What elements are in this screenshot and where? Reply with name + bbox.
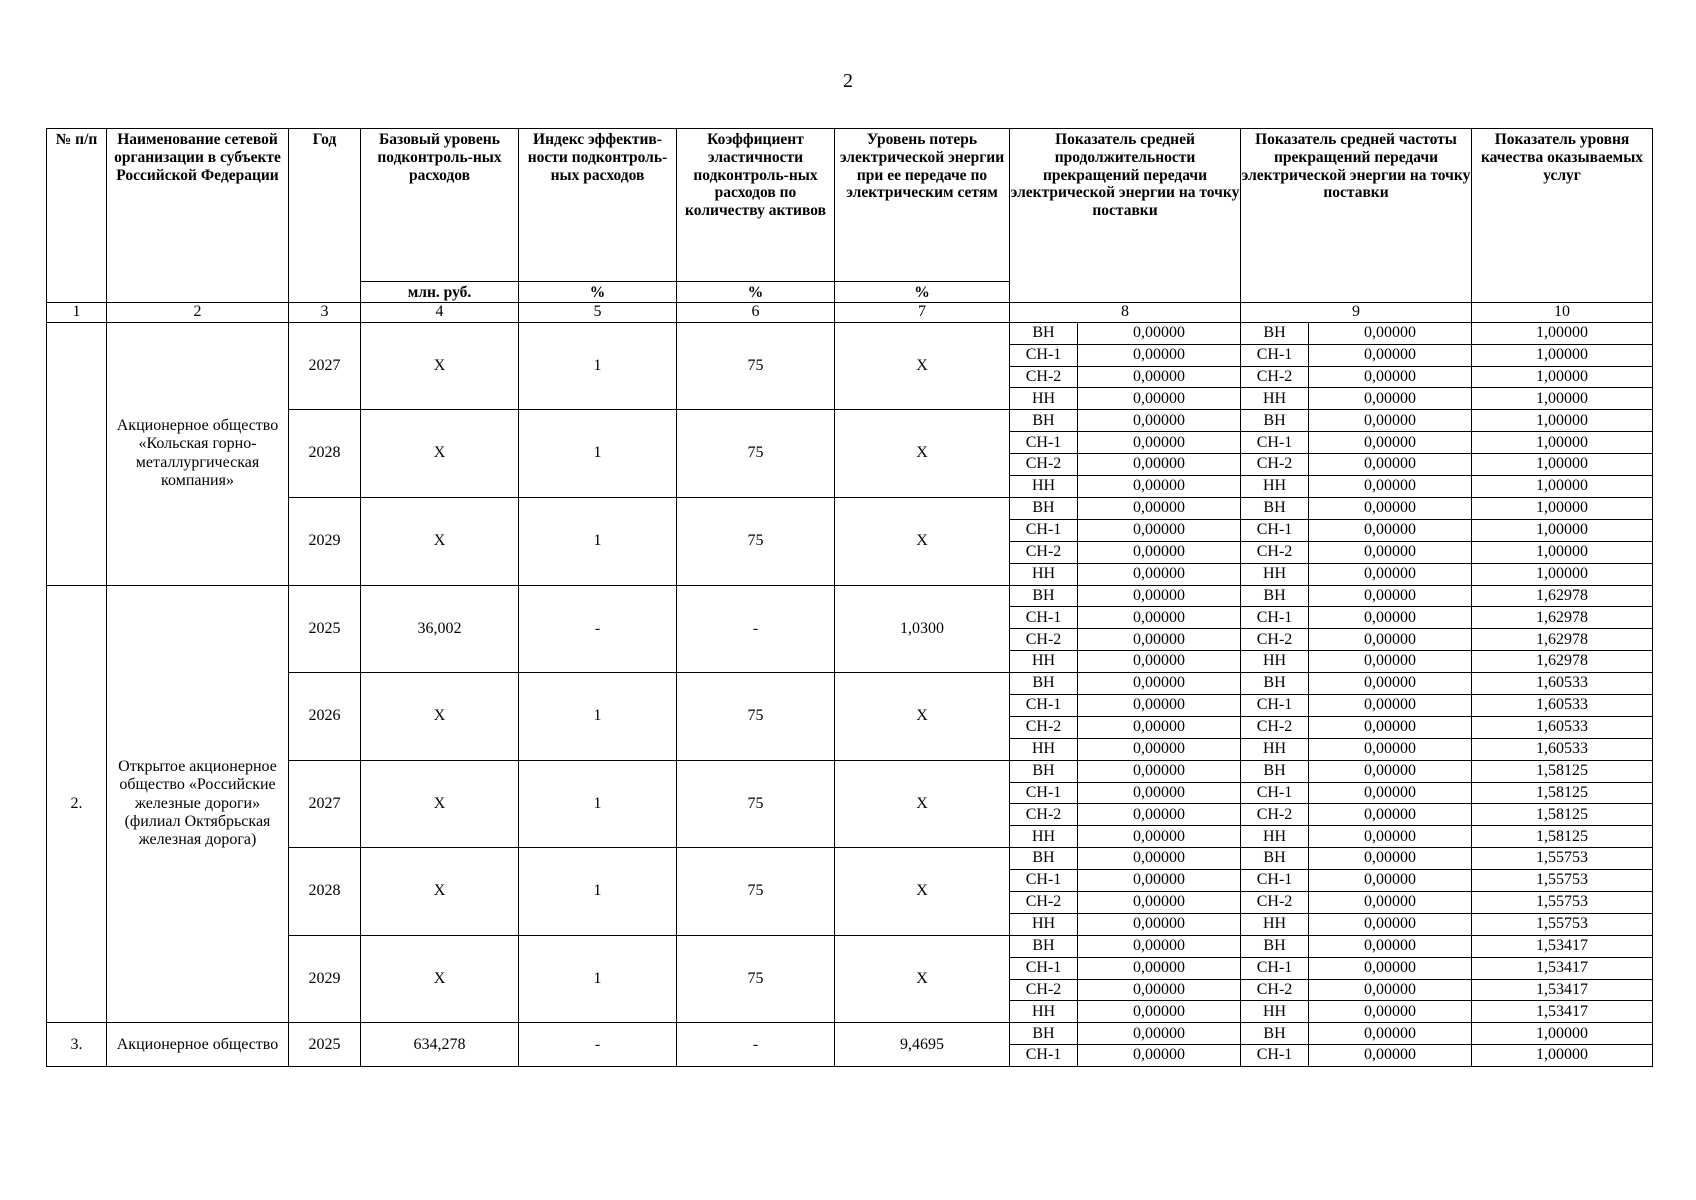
- efficiency-index-cell: 1: [519, 848, 677, 936]
- voltage-level: ВН: [1241, 760, 1309, 782]
- voltage-level: СН-2: [1010, 366, 1078, 388]
- voltage-level: НН: [1241, 563, 1309, 585]
- elasticity-coef-cell: 75: [677, 935, 835, 1023]
- voltage-level: СН-2: [1241, 804, 1309, 826]
- column-number: 8: [1010, 302, 1241, 322]
- row-number: [47, 322, 107, 585]
- voltage-level: НН: [1010, 826, 1078, 848]
- quality-value: 1,00000: [1472, 366, 1653, 388]
- voltage-level: СН-1: [1010, 1045, 1078, 1067]
- voltage-level: СН-1: [1010, 344, 1078, 366]
- quality-value: 1,00000: [1472, 1023, 1653, 1045]
- quality-value: 1,60533: [1472, 716, 1653, 738]
- elasticity-coef-cell: 75: [677, 848, 835, 936]
- quality-value: 1,00000: [1472, 476, 1653, 498]
- quality-value: 1,55753: [1472, 891, 1653, 913]
- row-number: 2.: [47, 585, 107, 1023]
- frequency-value: 0,00000: [1309, 870, 1472, 892]
- duration-value: 0,00000: [1078, 782, 1241, 804]
- loss-level-cell: X: [835, 322, 1010, 410]
- org-name: Открытое акционерное общество «Российские железные дороги» (филиал Октябрьская железная дорога): [107, 585, 289, 1023]
- duration-value: 0,00000: [1078, 848, 1241, 870]
- frequency-value: 0,00000: [1309, 782, 1472, 804]
- duration-value: 0,00000: [1078, 913, 1241, 935]
- duration-value: 0,00000: [1078, 935, 1241, 957]
- frequency-value: 0,00000: [1309, 454, 1472, 476]
- column-number: 2: [107, 302, 289, 322]
- voltage-level: СН-2: [1010, 716, 1078, 738]
- duration-value: 0,00000: [1078, 410, 1241, 432]
- voltage-level: ВН: [1241, 848, 1309, 870]
- voltage-level: СН-1: [1241, 519, 1309, 541]
- voltage-level: СН-1: [1010, 519, 1078, 541]
- header-quality: Показатель уровня качества оказываемых услуг: [1472, 129, 1653, 303]
- voltage-level: ВН: [1010, 322, 1078, 344]
- voltage-level: СН-2: [1010, 629, 1078, 651]
- quality-value: 1,60533: [1472, 738, 1653, 760]
- voltage-level: СН-1: [1241, 607, 1309, 629]
- voltage-level: НН: [1241, 388, 1309, 410]
- column-number: 9: [1241, 302, 1472, 322]
- duration-value: 0,00000: [1078, 1045, 1241, 1067]
- voltage-level: НН: [1241, 1001, 1309, 1023]
- quality-value: 1,58125: [1472, 826, 1653, 848]
- page-number: 2: [843, 70, 853, 92]
- voltage-level: СН-1: [1241, 870, 1309, 892]
- duration-value: 0,00000: [1078, 607, 1241, 629]
- voltage-level: ВН: [1241, 410, 1309, 432]
- voltage-level: СН-1: [1241, 344, 1309, 366]
- quality-value: 1,53417: [1472, 957, 1653, 979]
- duration-value: 0,00000: [1078, 673, 1241, 695]
- quality-value: 1,62978: [1472, 629, 1653, 651]
- quality-value: 1,55753: [1472, 913, 1653, 935]
- voltage-level: СН-2: [1010, 891, 1078, 913]
- year-cell: 2027: [289, 760, 361, 848]
- efficiency-index-cell: 1: [519, 497, 677, 585]
- frequency-value: 0,00000: [1309, 979, 1472, 1001]
- duration-value: 0,00000: [1078, 716, 1241, 738]
- quality-value: 1,00000: [1472, 497, 1653, 519]
- year-cell: 2027: [289, 322, 361, 410]
- voltage-level: НН: [1010, 651, 1078, 673]
- voltage-level: ВН: [1241, 322, 1309, 344]
- frequency-value: 0,00000: [1309, 629, 1472, 651]
- table-row: [47, 322, 1653, 344]
- unit-base-cost: млн. руб.: [361, 282, 519, 303]
- frequency-value: 0,00000: [1309, 476, 1472, 498]
- quality-value: 1,00000: [1472, 563, 1653, 585]
- column-number: 6: [677, 302, 835, 322]
- quality-value: 1,62978: [1472, 607, 1653, 629]
- elasticity-coef-cell: 75: [677, 410, 835, 498]
- base-cost-cell: X: [361, 322, 519, 410]
- duration-value: 0,00000: [1078, 804, 1241, 826]
- voltage-level: НН: [1010, 476, 1078, 498]
- quality-value: 1,55753: [1472, 848, 1653, 870]
- loss-level-cell: X: [835, 760, 1010, 848]
- tariff-indicators-table: [46, 128, 1653, 1067]
- voltage-level: СН-1: [1010, 432, 1078, 454]
- frequency-value: 0,00000: [1309, 388, 1472, 410]
- duration-value: 0,00000: [1078, 563, 1241, 585]
- column-number: 7: [835, 302, 1010, 322]
- duration-value: 0,00000: [1078, 322, 1241, 344]
- duration-value: 0,00000: [1078, 454, 1241, 476]
- column-number: 1: [47, 302, 107, 322]
- frequency-value: 0,00000: [1309, 891, 1472, 913]
- column-number: 3: [289, 302, 361, 322]
- org-name: Акционерное общество «Кольская горно-металлургическая компания»: [107, 322, 289, 585]
- quality-value: 1,62978: [1472, 585, 1653, 607]
- frequency-value: 0,00000: [1309, 826, 1472, 848]
- voltage-level: ВН: [1010, 935, 1078, 957]
- header-num: № п/п: [47, 129, 107, 303]
- frequency-value: 0,00000: [1309, 322, 1472, 344]
- duration-value: 0,00000: [1078, 891, 1241, 913]
- frequency-value: 0,00000: [1309, 541, 1472, 563]
- quality-value: 1,53417: [1472, 979, 1653, 1001]
- frequency-value: 0,00000: [1309, 848, 1472, 870]
- elasticity-coef-cell: 75: [677, 673, 835, 761]
- year-cell: 2026: [289, 673, 361, 761]
- column-number: 4: [361, 302, 519, 322]
- header-frequency: Показатель средней частоты прекращений передачи электрической энергии на точку поставки: [1241, 129, 1472, 303]
- quality-value: 1,00000: [1472, 454, 1653, 476]
- efficiency-index-cell: 1: [519, 760, 677, 848]
- base-cost-cell: 634,278: [361, 1023, 519, 1067]
- voltage-level: СН-1: [1010, 607, 1078, 629]
- voltage-level: СН-1: [1010, 957, 1078, 979]
- voltage-level: НН: [1010, 563, 1078, 585]
- voltage-level: СН-2: [1241, 454, 1309, 476]
- voltage-level: СН-2: [1241, 979, 1309, 1001]
- voltage-level: СН-2: [1241, 366, 1309, 388]
- quality-value: 1,00000: [1472, 519, 1653, 541]
- quality-value: 1,60533: [1472, 673, 1653, 695]
- frequency-value: 0,00000: [1309, 673, 1472, 695]
- loss-level-cell: X: [835, 673, 1010, 761]
- base-cost-cell: X: [361, 848, 519, 936]
- year-cell: 2029: [289, 497, 361, 585]
- voltage-level: НН: [1241, 738, 1309, 760]
- voltage-level: ВН: [1010, 585, 1078, 607]
- frequency-value: 0,00000: [1309, 804, 1472, 826]
- voltage-level: СН-1: [1241, 1045, 1309, 1067]
- voltage-level: ВН: [1010, 497, 1078, 519]
- quality-value: 1,00000: [1472, 344, 1653, 366]
- frequency-value: 0,00000: [1309, 585, 1472, 607]
- voltage-level: ВН: [1010, 1023, 1078, 1045]
- voltage-level: ВН: [1241, 673, 1309, 695]
- frequency-value: 0,00000: [1309, 760, 1472, 782]
- frequency-value: 0,00000: [1309, 410, 1472, 432]
- frequency-value: 0,00000: [1309, 1023, 1472, 1045]
- loss-level-cell: X: [835, 497, 1010, 585]
- frequency-value: 0,00000: [1309, 957, 1472, 979]
- voltage-level: ВН: [1010, 760, 1078, 782]
- duration-value: 0,00000: [1078, 1001, 1241, 1023]
- efficiency-index-cell: 1: [519, 410, 677, 498]
- frequency-value: 0,00000: [1309, 519, 1472, 541]
- header-org-name: Наименование сетевой организации в субъекте Российской Федерации: [107, 129, 289, 303]
- frequency-value: 0,00000: [1309, 1001, 1472, 1023]
- loss-level-cell: X: [835, 935, 1010, 1023]
- voltage-level: НН: [1010, 1001, 1078, 1023]
- voltage-level: СН-2: [1010, 541, 1078, 563]
- base-cost-cell: X: [361, 410, 519, 498]
- voltage-level: СН-2: [1241, 629, 1309, 651]
- frequency-value: 0,00000: [1309, 497, 1472, 519]
- voltage-level: СН-1: [1241, 432, 1309, 454]
- frequency-value: 0,00000: [1309, 738, 1472, 760]
- duration-value: 0,00000: [1078, 760, 1241, 782]
- frequency-value: 0,00000: [1309, 607, 1472, 629]
- column-number-row: [47, 302, 1653, 322]
- voltage-level: СН-2: [1241, 541, 1309, 563]
- duration-value: 0,00000: [1078, 979, 1241, 1001]
- column-number: 5: [519, 302, 677, 322]
- year-cell: 2025: [289, 1023, 361, 1067]
- base-cost-cell: X: [361, 935, 519, 1023]
- quality-value: 1,58125: [1472, 804, 1653, 826]
- duration-value: 0,00000: [1078, 432, 1241, 454]
- column-number: 10: [1472, 302, 1653, 322]
- voltage-level: СН-1: [1241, 694, 1309, 716]
- quality-value: 1,62978: [1472, 651, 1653, 673]
- duration-value: 0,00000: [1078, 738, 1241, 760]
- elasticity-coef-cell: 75: [677, 322, 835, 410]
- header-base-cost: Базовый уровень подконтроль-ных расходов: [361, 129, 519, 282]
- base-cost-cell: X: [361, 673, 519, 761]
- frequency-value: 0,00000: [1309, 716, 1472, 738]
- year-cell: 2028: [289, 848, 361, 936]
- duration-value: 0,00000: [1078, 476, 1241, 498]
- quality-value: 1,58125: [1472, 782, 1653, 804]
- duration-value: 0,00000: [1078, 694, 1241, 716]
- voltage-level: НН: [1010, 913, 1078, 935]
- voltage-level: ВН: [1010, 410, 1078, 432]
- voltage-level: СН-2: [1241, 716, 1309, 738]
- table-row: [47, 585, 1653, 607]
- quality-value: 1,00000: [1472, 388, 1653, 410]
- voltage-level: СН-1: [1241, 782, 1309, 804]
- voltage-level: ВН: [1010, 848, 1078, 870]
- duration-value: 0,00000: [1078, 957, 1241, 979]
- quality-value: 1,00000: [1472, 432, 1653, 454]
- voltage-level: НН: [1241, 913, 1309, 935]
- loss-level-cell: X: [835, 410, 1010, 498]
- duration-value: 0,00000: [1078, 651, 1241, 673]
- duration-value: 0,00000: [1078, 366, 1241, 388]
- elasticity-coef-cell: -: [677, 585, 835, 673]
- frequency-value: 0,00000: [1309, 913, 1472, 935]
- voltage-level: ВН: [1241, 1023, 1309, 1045]
- frequency-value: 0,00000: [1309, 1045, 1472, 1067]
- efficiency-index-cell: -: [519, 1023, 677, 1067]
- frequency-value: 0,00000: [1309, 651, 1472, 673]
- frequency-value: 0,00000: [1309, 432, 1472, 454]
- voltage-level: ВН: [1241, 497, 1309, 519]
- quality-value: 1,60533: [1472, 694, 1653, 716]
- elasticity-coef-cell: 75: [677, 760, 835, 848]
- quality-value: 1,53417: [1472, 1001, 1653, 1023]
- base-cost-cell: 36,002: [361, 585, 519, 673]
- efficiency-index-cell: 1: [519, 322, 677, 410]
- duration-value: 0,00000: [1078, 541, 1241, 563]
- voltage-level: ВН: [1241, 935, 1309, 957]
- row-number: 3.: [47, 1023, 107, 1067]
- base-cost-cell: X: [361, 497, 519, 585]
- quality-value: 1,53417: [1472, 935, 1653, 957]
- quality-value: 1,00000: [1472, 541, 1653, 563]
- duration-value: 0,00000: [1078, 1023, 1241, 1045]
- quality-value: 1,58125: [1472, 760, 1653, 782]
- unit-efficiency-index: %: [519, 282, 677, 303]
- table-row: [47, 1023, 1653, 1045]
- year-cell: 2025: [289, 585, 361, 673]
- voltage-level: ВН: [1241, 585, 1309, 607]
- elasticity-coef-cell: 75: [677, 497, 835, 585]
- table-body: [47, 302, 1653, 1066]
- year-cell: 2028: [289, 410, 361, 498]
- unit-loss-level: %: [835, 282, 1010, 303]
- voltage-level: НН: [1241, 651, 1309, 673]
- loss-level-cell: 9,4695: [835, 1023, 1010, 1067]
- voltage-level: СН-1: [1241, 957, 1309, 979]
- header-loss-level: Уровень потерь электрической энергии при ее передаче по электрическим сетям: [835, 129, 1010, 282]
- frequency-value: 0,00000: [1309, 366, 1472, 388]
- quality-value: 1,00000: [1472, 1045, 1653, 1067]
- quality-value: 1,00000: [1472, 322, 1653, 344]
- duration-value: 0,00000: [1078, 826, 1241, 848]
- loss-level-cell: 1,0300: [835, 585, 1010, 673]
- base-cost-cell: X: [361, 760, 519, 848]
- header-year: Год: [289, 129, 361, 303]
- voltage-level: СН-2: [1241, 891, 1309, 913]
- org-name: Акционерное общество: [107, 1023, 289, 1067]
- voltage-level: НН: [1241, 826, 1309, 848]
- quality-value: 1,00000: [1472, 410, 1653, 432]
- voltage-level: СН-1: [1010, 870, 1078, 892]
- frequency-value: 0,00000: [1309, 344, 1472, 366]
- efficiency-index-cell: -: [519, 585, 677, 673]
- loss-level-cell: X: [835, 848, 1010, 936]
- frequency-value: 0,00000: [1309, 563, 1472, 585]
- voltage-level: НН: [1241, 476, 1309, 498]
- frequency-value: 0,00000: [1309, 694, 1472, 716]
- duration-value: 0,00000: [1078, 344, 1241, 366]
- duration-value: 0,00000: [1078, 519, 1241, 541]
- voltage-level: СН-2: [1010, 979, 1078, 1001]
- duration-value: 0,00000: [1078, 497, 1241, 519]
- year-cell: 2029: [289, 935, 361, 1023]
- voltage-level: СН-1: [1010, 694, 1078, 716]
- duration-value: 0,00000: [1078, 870, 1241, 892]
- unit-elasticity-coef: %: [677, 282, 835, 303]
- elasticity-coef-cell: -: [677, 1023, 835, 1067]
- duration-value: 0,00000: [1078, 629, 1241, 651]
- duration-value: 0,00000: [1078, 388, 1241, 410]
- quality-value: 1,55753: [1472, 870, 1653, 892]
- voltage-level: ВН: [1010, 673, 1078, 695]
- header-elasticity-coef: Коэффициент эластичности подконтроль-ных расходов по количеству активов: [677, 129, 835, 282]
- efficiency-index-cell: 1: [519, 673, 677, 761]
- voltage-level: СН-2: [1010, 454, 1078, 476]
- voltage-level: СН-1: [1010, 782, 1078, 804]
- voltage-level: СН-2: [1010, 804, 1078, 826]
- voltage-level: НН: [1010, 388, 1078, 410]
- frequency-value: 0,00000: [1309, 935, 1472, 957]
- efficiency-index-cell: 1: [519, 935, 677, 1023]
- voltage-level: НН: [1010, 738, 1078, 760]
- duration-value: 0,00000: [1078, 585, 1241, 607]
- header-efficiency-index: Индекс эффектив-ности подконтроль-ных расходов: [519, 129, 677, 282]
- header-duration: Показатель средней продолжительности прекращений передачи электрической энергии на точку поставки: [1010, 129, 1241, 303]
